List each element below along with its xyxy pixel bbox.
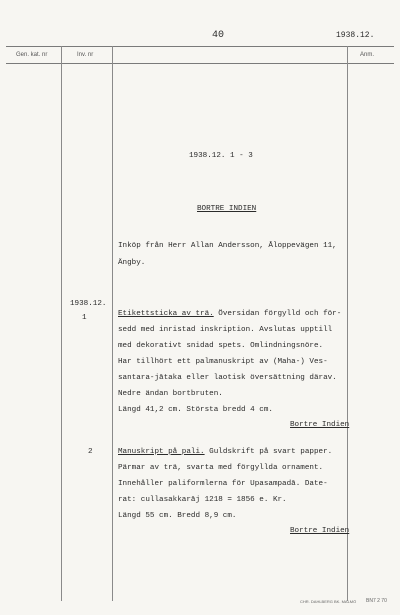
column-rule-1	[61, 46, 62, 601]
item-1-inv-number: 1	[82, 314, 87, 322]
item-2-inv-number: 2	[88, 448, 93, 456]
col-gen-kat-header: Gen. kat. nr	[16, 52, 48, 58]
item-2-region: Bortre Indien	[290, 527, 350, 535]
column-rule-2	[112, 46, 113, 601]
item-2-dimensions: Längd 55 cm. Bredd 8,9 cm.	[118, 512, 237, 520]
item-1-description-line-4: Har tillhört ett palmanuskript av (Maha-) Ves-	[118, 358, 328, 366]
item-2-description-line-2: Pärmar av trä, svarta med förgyllda ornament.	[118, 464, 324, 472]
item-1-inv-prefix: 1938.12.	[70, 300, 107, 308]
item-2-description-line-1: Manuskript på pali. Guldskrift på svart papper.	[118, 448, 333, 456]
item-1-region: Bortre Indien	[290, 421, 350, 429]
accession-number: 1938.12. 1 - 3	[189, 152, 253, 160]
col-inv-header: Inv. nr	[77, 52, 94, 58]
year-code: 1938.12.	[336, 31, 375, 40]
item-2-description-line-4: rat: cullasakkarāj 1218 = 1856 e. Kr.	[118, 496, 287, 504]
form-code: BN7 2 70	[366, 598, 387, 604]
header-top-rule	[6, 46, 394, 47]
source-line-1: Inköp från Herr Allan Andersson, Åloppevägen 11,	[118, 242, 337, 250]
region-heading: BORTRE INDIEN	[197, 205, 257, 213]
item-1-title: Etikettsticka av trä.	[118, 310, 214, 318]
item-1-description-line-5: santara-jātaka eller laotisk översättning därav.	[118, 374, 337, 382]
item-1-description-line-3: med dekorativt snidad spets. Omlindningsnöre.	[118, 342, 324, 350]
source-line-2: Ängby.	[118, 259, 146, 267]
print-mark: CHR. DAHLBERG BK. MALMÖ	[300, 599, 357, 604]
column-rule-3	[347, 46, 348, 601]
item-1-description-line-6: Nedre ändan bortbruten.	[118, 390, 223, 398]
header-bottom-rule	[6, 63, 394, 64]
item-1-dimensions: Längd 41,2 cm. Största bredd 4 cm.	[118, 406, 273, 414]
item-1-description-line-1: Etikettsticka av trä. Översidan förgylld och för-	[118, 310, 342, 318]
item-2-title: Manuskript på pali.	[118, 448, 205, 456]
page-number: 40	[212, 30, 225, 41]
item-2-description-line-3: Innehåller paliformlerna för Upasampadā. Date-	[118, 480, 328, 488]
item-1-description-line-2: sedd med inristad inskription. Avslutas upptill	[118, 326, 333, 334]
col-anm-header: Anm.	[360, 52, 375, 58]
